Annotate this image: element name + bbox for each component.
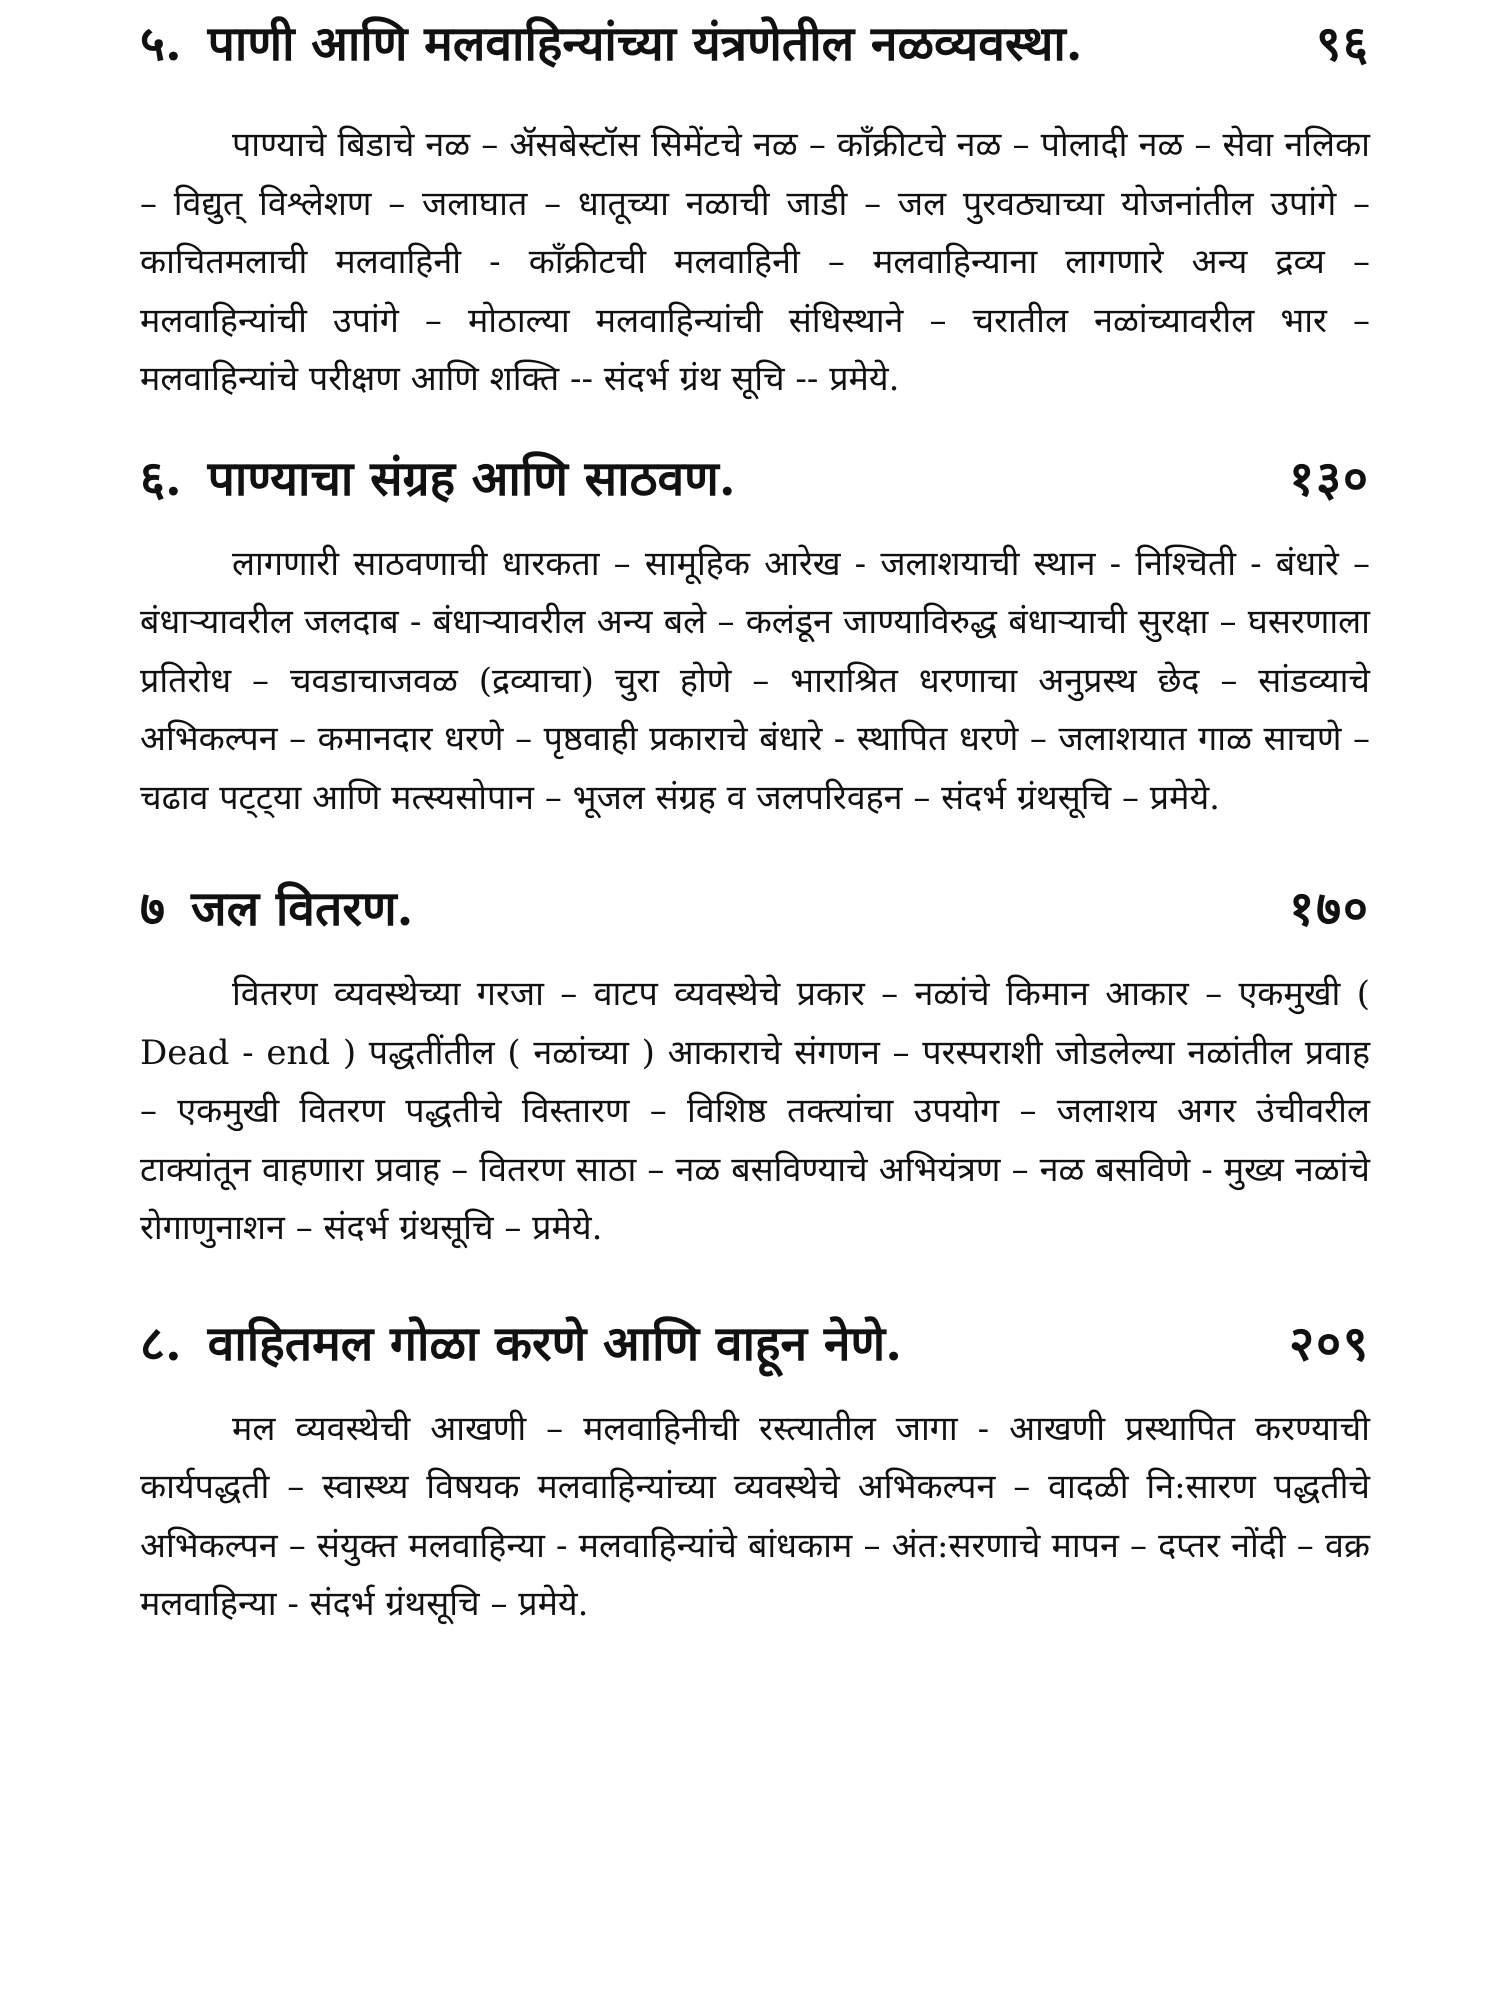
chapter-heading	[140, 1312, 1370, 1376]
chapter-page-number: ९६	[1316, 16, 1370, 72]
chapter-page-number: १७०	[1289, 881, 1370, 937]
chapter-number: ७	[140, 881, 165, 937]
chapter-title: पाणी आणि मलवाहिन्यांच्या यंत्रणेतील नळव्यवस्था.	[207, 16, 1083, 72]
chapter-heading	[140, 877, 1370, 941]
chapter-number-title	[140, 877, 413, 941]
chapter-title: जल वितरण.	[190, 881, 414, 937]
chapter-number-title	[140, 12, 1083, 76]
chapter-topics: वितरण व्यवस्थेच्या गरजा – वाटप व्यवस्थेचे प्रकार – नळांचे किमान आकार – एकमुखी ( Dead - end ) पद्धतींतील ( नळांच्या ) आकाराचे संगणन – परस्पराशी जोडलेल्या नळांतील प्रवाह – एकमुखी वितरण पद्धतीचे विस्तारण – विशिष्ठ तक्त्यांचा उपयोग – जलाशय अगर उंचीवरील टाक्यांतून वाहणारा प्रवाह – वितरण साठा – नळ बसविण्याचे अभियंत्रण – नळ बसविणे - मुख्य नळांचे रोगाणुनाशन – संदर्भ ग्रंथसूचि – प्रमेये.	[140, 974, 1370, 1248]
chapter-topics: मल व्यवस्थेची आखणी – मलवाहिनीची रस्त्यातील जागा - आखणी प्रस्थापित करण्याची कार्यपद्धती – स्वास्थ्य विषयक मलवाहिन्यांच्या व्यवस्थेचे अभिकल्पन – वादळी नि:सारण पद्धतीचे अभिकल्पन – संयुक्त मलवाहिन्या - मलवाहिन्यांचे बांधकाम – अंत:सरणाचे मापन – दप्तर नोंदी – वक्र मलवाहिन्या - संदर्भ ग्रंथसूचि – प्रमेये.	[140, 1408, 1370, 1624]
chapter-number-title	[140, 1312, 902, 1376]
chapter-heading	[140, 447, 1370, 511]
chapter-number: ५.	[140, 16, 182, 72]
chapter-page-number: १३०	[1289, 450, 1370, 507]
chapter-entry-8	[140, 1312, 1370, 1634]
chapter-topics: लागणारी साठवणाची धारकता – सामूहिक आरेख - जलाशयाची स्थान - निश्चिती - बंधारे – बंधाऱ्यावरील जलदाब - बंधाऱ्यावरील अन्य बले – कलंडून जाण्याविरुद्ध बंधाऱ्याची सुरक्षा – घसरणाला प्रतिरोध – चवडाचाजवळ (द्रव्याचा) चुरा होणे – भाराश्रित धरणाचा अनुप्रस्थ छेद – सांडव्याचे अभिकल्पन – कमानदार धरणे – पृष्ठवाही प्रकाराचे बंधारे - स्थापित धरणे – जलाशयात गाळ साचणे – चढाव पट्ट्या आणि मत्स्यसोपान – भूजल संग्रह व जलपरिवहन – संदर्भ ग्रंथसूचि – प्रमेये.	[140, 543, 1370, 818]
chapter-entry-5	[140, 12, 1370, 409]
chapter-title: पाण्याचा संग्रह आणि साठवण.	[207, 450, 736, 507]
chapter-page-number: २०९	[1289, 1315, 1370, 1372]
chapter-entry-6	[140, 447, 1370, 828]
chapter-entry-7	[140, 877, 1370, 1258]
chapter-topics: पाण्याचे बिडाचे नळ – ॲसबेस्टॉस सिमेंटचे नळ – कॉंक्रीटचे नळ – पोलादी नळ – सेवा नलिका – विद्युत् विश्लेशण – जलाघात – धातूच्या नळाची जाडी – जल पुरवठ्याच्या योजनांतील उपांगे – काचितमलाची मलवाहिनी - कॉंक्रीटची मलवाहिनी – मलवाहिन्याना लागणारे अन्य द्रव्य – मलवाहिन्यांची उपांगे – मोठाल्या मलवाहिन्यांची संधिस्थाने – चरातील नळांच्यावरील भार – मलवाहिन्यांचे परीक्षण आणि शक्ति -- संदर्भ ग्रंथ सूचि -- प्रमेये.	[140, 125, 1370, 399]
chapter-number: ६.	[140, 450, 182, 507]
chapter-heading	[140, 12, 1370, 76]
chapter-title: वाहितमल गोळा करणे आणि वाहून नेणे.	[207, 1315, 902, 1372]
chapter-number: ८.	[140, 1315, 182, 1372]
chapter-number-title	[140, 447, 736, 511]
